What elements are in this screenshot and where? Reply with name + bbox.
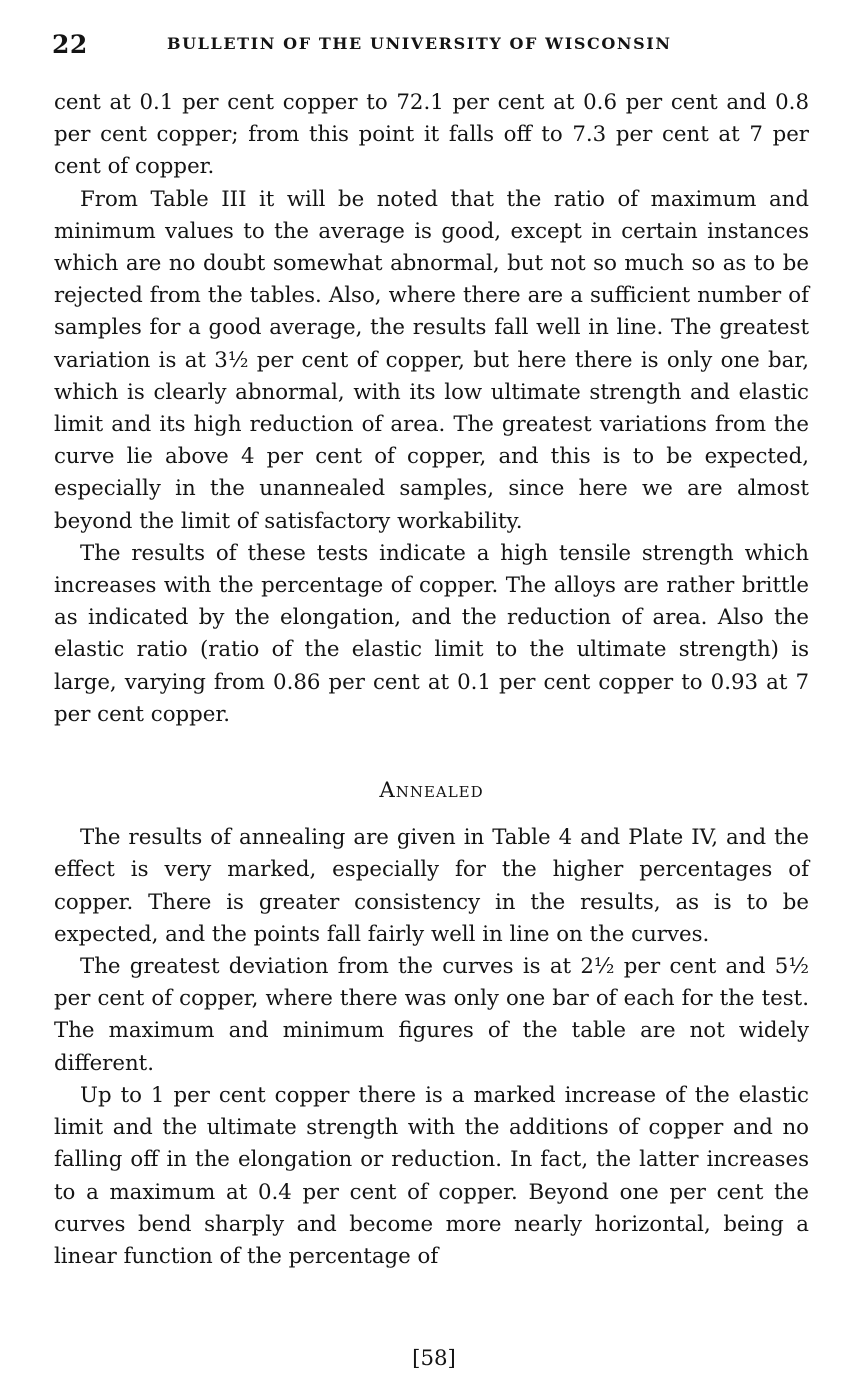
body-text xyxy=(54,87,809,1273)
section-heading-annealed: Annealed xyxy=(379,778,484,804)
running-head: BULLETIN OF THE UNIVERSITY OF WISCONSIN xyxy=(167,34,672,53)
paragraph-continued: cent at 0.1 per cent copper to 72.1 per cent at 0.6 per cent and 0.8 per cent copper; from this point it falls off to 7.3 per cent at 7 per cent of copper. xyxy=(54,90,809,180)
paragraph-up-to-one-percent: Up to 1 per cent copper there is a marked increase of the elastic limit and the ultimate strength with the additions of copper and no falling off in the elongation or reduction. In fact, the latter increases to a maximum at 0.4 per cent of copper. Beyond one per cent the curves bend sharply and become more nearly horizontal, being a linear function of the percentage of xyxy=(54,1082,809,1269)
page-header xyxy=(52,24,816,64)
page-number: 22 xyxy=(52,30,88,59)
paragraph-greatest-deviation: The greatest deviation from the curves is at 2½ per cent and 5½ per cent of copper, where there was only one bar of each for the test. The maximum and minimum figures of the table are not widely different. xyxy=(54,954,809,1076)
folio: [58] xyxy=(412,1346,456,1371)
paragraph-test-results: The results of these tests indicate a high tensile strength which increases with the percentage of copper. The alloys are rather brittle as indicated by the elongation, and the reduction of area. Also the elastic ratio (ratio of the elastic limit to the ultimate strength) is large, varying from 0.86 per cent at 0.1 per cent copper to 0.93 at 7 per cent copper. xyxy=(54,540,809,727)
paragraph-annealing-results: The results of annealing are given in Table 4 and Plate IV, and the effect is very marked, especially for the higher percentages of copper. There is greater consistency in the results, as is to be expected, and the points fall fairly well in line on the curves. xyxy=(54,825,809,947)
paragraph-table-iii: From Table III it will be noted that the ratio of maximum and minimum values to the average is good, except in certain instances which are no doubt somewhat abnormal, but not so much so as to be rejected from the tables. Also, where there are a sufficient number of samples for a good average, the results fall well in line. The greatest variation is at 3½ per cent of copper, but here there is only one bar, which is clearly abnormal, with its low ultimate strength and elastic limit and its high reduction of area. The greatest variations from the curve lie above 4 per cent of copper, and this is to be expected, especially in the unannealed samples, since here we are almost beyond the limit of satisfactory workability. xyxy=(54,186,809,534)
